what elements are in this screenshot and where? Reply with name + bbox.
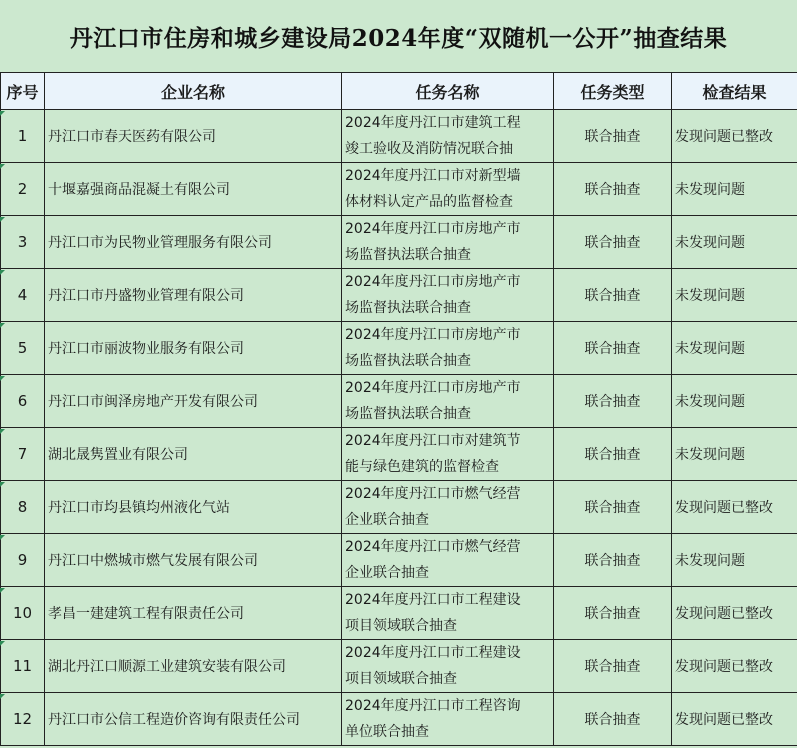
cell-indicator-icon bbox=[0, 482, 5, 487]
table-row bbox=[1, 269, 797, 322]
cell-indicator-icon bbox=[0, 641, 5, 646]
cell-no[interactable]: 3 bbox=[1, 216, 45, 269]
table-row bbox=[1, 640, 797, 693]
task-line-2: 项目领域联合抽查 bbox=[345, 671, 457, 687]
task-line-1: 2024年度丹江口市工程咨询 bbox=[345, 698, 521, 714]
cell-company[interactable]: 丹江口市闽泽房地产开发有限公司 bbox=[45, 375, 342, 428]
header-company[interactable]: 企业名称 bbox=[45, 73, 342, 110]
cell-indicator-icon bbox=[0, 270, 5, 275]
cell-type[interactable]: 联合抽查 bbox=[554, 216, 672, 269]
cell-result[interactable]: 发现问题已整改 bbox=[672, 110, 797, 163]
table-row bbox=[1, 693, 797, 746]
cell-task[interactable] bbox=[342, 428, 554, 481]
task-line-2: 企业联合抽查 bbox=[345, 512, 429, 528]
task-line-1: 2024年度丹江口市房地产市 bbox=[345, 380, 521, 396]
header-task[interactable]: 任务名称 bbox=[342, 73, 554, 110]
cell-result[interactable]: 未发现问题 bbox=[672, 375, 797, 428]
cell-indicator-icon bbox=[0, 535, 5, 540]
cell-company[interactable]: 丹江口市丽波物业服务有限公司 bbox=[45, 322, 342, 375]
task-line-2: 项目领域联合抽查 bbox=[345, 618, 457, 634]
cell-task[interactable] bbox=[342, 269, 554, 322]
cell-indicator-icon bbox=[0, 376, 5, 381]
cell-no[interactable]: 2 bbox=[1, 163, 45, 216]
task-line-1: 2024年度丹江口市燃气经营 bbox=[345, 486, 521, 502]
cell-result[interactable]: 发现问题已整改 bbox=[672, 693, 797, 746]
table-row bbox=[1, 110, 797, 163]
cell-result[interactable]: 未发现问题 bbox=[672, 216, 797, 269]
cell-task[interactable] bbox=[342, 587, 554, 640]
cell-task[interactable] bbox=[342, 693, 554, 746]
header-type[interactable]: 任务类型 bbox=[554, 73, 672, 110]
cell-task[interactable] bbox=[342, 163, 554, 216]
cell-result[interactable]: 发现问题已整改 bbox=[672, 640, 797, 693]
cell-task[interactable] bbox=[342, 216, 554, 269]
cell-task[interactable] bbox=[342, 534, 554, 587]
cell-task[interactable] bbox=[342, 481, 554, 534]
header-result[interactable]: 检查结果 bbox=[672, 73, 797, 110]
header-no[interactable]: 序号 bbox=[1, 73, 45, 110]
cell-company[interactable]: 丹江口中燃城市燃气发展有限公司 bbox=[45, 534, 342, 587]
task-line-2: 场监督执法联合抽查 bbox=[345, 353, 471, 369]
cell-indicator-icon bbox=[0, 429, 5, 434]
cell-no[interactable]: 9 bbox=[1, 534, 45, 587]
task-line-1: 2024年度丹江口市对建筑节 bbox=[345, 433, 521, 449]
cell-company[interactable]: 丹江口市春天医药有限公司 bbox=[45, 110, 342, 163]
cell-indicator-icon bbox=[0, 323, 5, 328]
task-line-1: 2024年度丹江口市工程建设 bbox=[345, 645, 521, 661]
cell-type[interactable]: 联合抽查 bbox=[554, 481, 672, 534]
table-row bbox=[1, 481, 797, 534]
cell-result[interactable]: 未发现问题 bbox=[672, 428, 797, 481]
cell-type[interactable]: 联合抽查 bbox=[554, 110, 672, 163]
task-line-1: 2024年度丹江口市燃气经营 bbox=[345, 539, 521, 555]
cell-company[interactable]: 孝昌一建建筑工程有限责任公司 bbox=[45, 587, 342, 640]
cell-result[interactable]: 未发现问题 bbox=[672, 269, 797, 322]
table-row bbox=[1, 587, 797, 640]
cell-no[interactable]: 11 bbox=[1, 640, 45, 693]
cell-task[interactable] bbox=[342, 375, 554, 428]
task-line-2: 场监督执法联合抽查 bbox=[345, 406, 471, 422]
cell-no[interactable]: 8 bbox=[1, 481, 45, 534]
cell-company[interactable]: 十堰嘉强商品混凝土有限公司 bbox=[45, 163, 342, 216]
task-line-2: 体材料认定产品的监督检查 bbox=[345, 194, 513, 210]
cell-indicator-icon bbox=[0, 111, 5, 116]
cell-company[interactable]: 丹江口市公信工程造价咨询有限责任公司 bbox=[45, 693, 342, 746]
cell-type[interactable]: 联合抽查 bbox=[554, 322, 672, 375]
cell-indicator-icon bbox=[0, 588, 5, 593]
table-row bbox=[1, 428, 797, 481]
cell-result[interactable]: 未发现问题 bbox=[672, 534, 797, 587]
cell-company[interactable]: 湖北晟隽置业有限公司 bbox=[45, 428, 342, 481]
header-row bbox=[1, 73, 797, 110]
cell-result[interactable]: 发现问题已整改 bbox=[672, 587, 797, 640]
cell-no[interactable]: 7 bbox=[1, 428, 45, 481]
task-line-2: 能与绿色建筑的监督检查 bbox=[345, 459, 499, 475]
task-line-1: 2024年度丹江口市工程建设 bbox=[345, 592, 521, 608]
cell-company[interactable]: 湖北丹江口顺源工业建筑安装有限公司 bbox=[45, 640, 342, 693]
task-line-1: 2024年度丹江口市房地产市 bbox=[345, 327, 521, 343]
cell-no[interactable]: 1 bbox=[1, 110, 45, 163]
cell-company[interactable]: 丹江口市丹盛物业管理有限公司 bbox=[45, 269, 342, 322]
task-line-2: 场监督执法联合抽查 bbox=[345, 300, 471, 316]
table-row bbox=[1, 534, 797, 587]
cell-result[interactable]: 发现问题已整改 bbox=[672, 481, 797, 534]
cell-company[interactable]: 丹江口市为民物业管理服务有限公司 bbox=[45, 216, 342, 269]
task-line-2: 单位联合抽查 bbox=[345, 724, 429, 740]
task-line-1: 2024年度丹江口市房地产市 bbox=[345, 274, 521, 290]
cell-no[interactable]: 12 bbox=[1, 693, 45, 746]
task-line-1: 2024年度丹江口市对新型墙 bbox=[345, 168, 521, 184]
cell-type[interactable]: 联合抽查 bbox=[554, 428, 672, 481]
cell-no[interactable]: 5 bbox=[1, 322, 45, 375]
cell-type[interactable]: 联合抽查 bbox=[554, 163, 672, 216]
cell-type[interactable]: 联合抽查 bbox=[554, 534, 672, 587]
cell-type[interactable]: 联合抽查 bbox=[554, 269, 672, 322]
cell-task[interactable] bbox=[342, 110, 554, 163]
cell-company[interactable]: 丹江口市均县镇均州液化气站 bbox=[45, 481, 342, 534]
cell-task[interactable] bbox=[342, 640, 554, 693]
task-line-2: 竣工验收及消防情况联合抽 bbox=[345, 141, 513, 157]
table-body bbox=[1, 110, 797, 746]
task-line-2: 企业联合抽查 bbox=[345, 565, 429, 581]
results-table bbox=[0, 72, 797, 746]
table-row bbox=[1, 375, 797, 428]
cell-result[interactable]: 未发现问题 bbox=[672, 322, 797, 375]
cell-no[interactable]: 10 bbox=[1, 587, 45, 640]
cell-indicator-icon bbox=[0, 164, 5, 169]
cell-type[interactable]: 联合抽查 bbox=[554, 693, 672, 746]
cell-type[interactable]: 联合抽查 bbox=[554, 375, 672, 428]
table-row bbox=[1, 163, 797, 216]
cell-no[interactable]: 6 bbox=[1, 375, 45, 428]
cell-no[interactable]: 4 bbox=[1, 269, 45, 322]
cell-result[interactable]: 未发现问题 bbox=[672, 163, 797, 216]
table-row bbox=[1, 322, 797, 375]
cell-type[interactable]: 联合抽查 bbox=[554, 640, 672, 693]
cell-task[interactable] bbox=[342, 322, 554, 375]
cell-indicator-icon bbox=[0, 694, 5, 699]
task-line-2: 场监督执法联合抽查 bbox=[345, 247, 471, 263]
task-line-1: 2024年度丹江口市房地产市 bbox=[345, 221, 521, 237]
cell-indicator-icon bbox=[0, 217, 5, 222]
cell-type[interactable]: 联合抽查 bbox=[554, 587, 672, 640]
sheet-title: 丹江口市住房和城乡建设局2024年度“双随机一公开”抽查结果 bbox=[69, 24, 728, 52]
task-line-1: 2024年度丹江口市建筑工程 bbox=[345, 115, 521, 131]
table-row bbox=[1, 216, 797, 269]
